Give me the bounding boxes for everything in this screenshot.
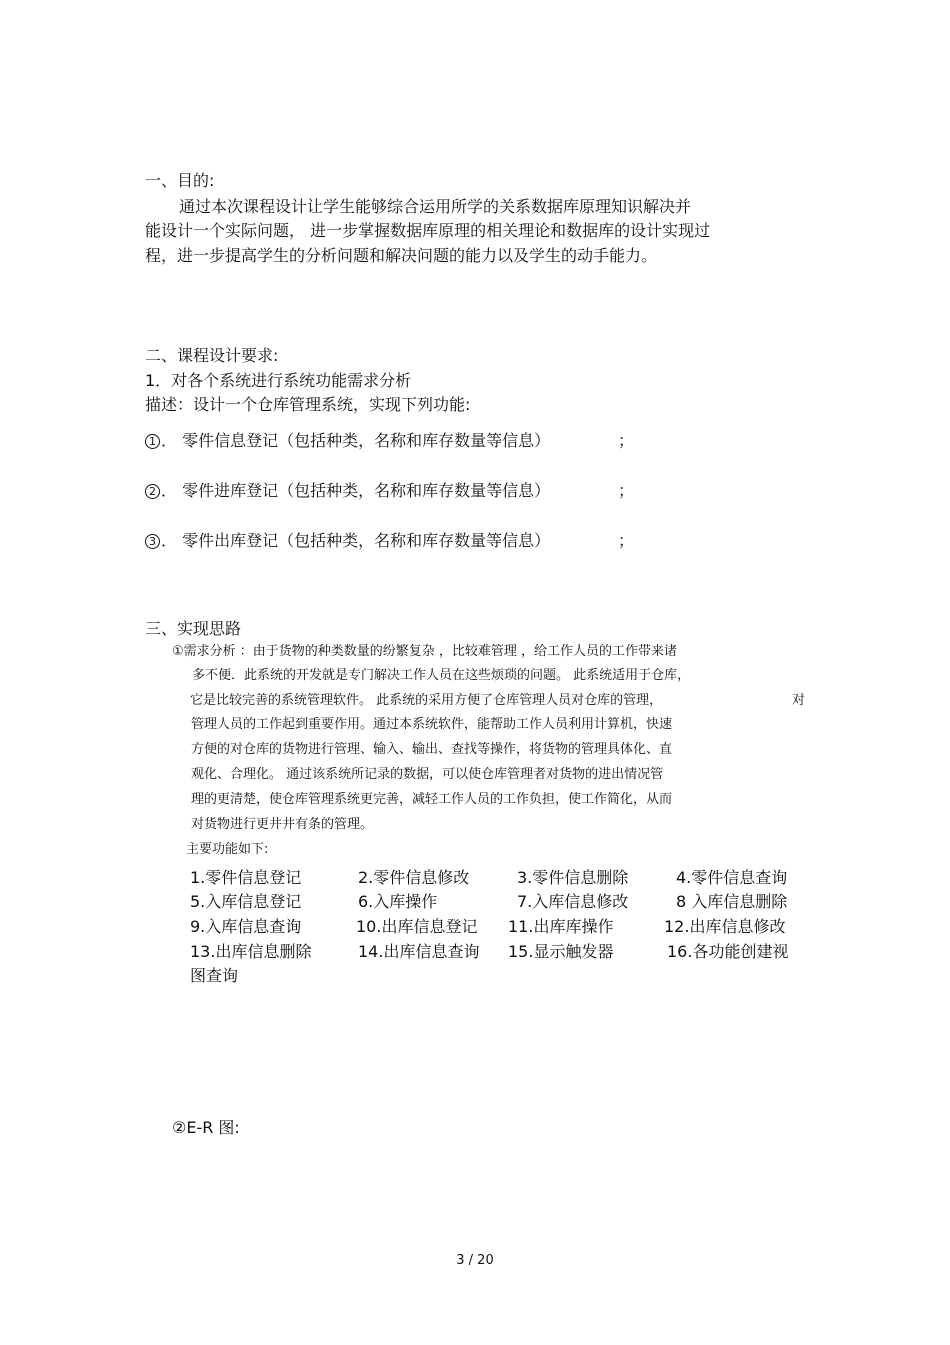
analysis-marker: ① xyxy=(172,644,184,659)
circled-number: 1 xyxy=(145,434,160,449)
feature-item-3 xyxy=(145,530,550,552)
feature-end: ； xyxy=(618,431,635,450)
function-item: 16.各功能创建视 xyxy=(667,942,789,961)
function-item-tail: 图查询 xyxy=(190,966,239,985)
function-item: 1.零件信息登记 xyxy=(190,868,302,887)
function-item: 7.入库信息修改 xyxy=(517,892,629,911)
section2-description: 描述：设计一个仓库管理系统，实现下列功能: xyxy=(145,395,471,414)
er-label: E-R 图: xyxy=(186,1118,240,1137)
analysis-trailing: 对 xyxy=(792,693,806,708)
analysis-line-8: 对货物进行更井井有条的管理。 xyxy=(191,817,374,832)
function-item: 12.出库信息修改 xyxy=(664,917,786,936)
function-item: 8 入库信息删除 xyxy=(676,892,788,911)
section3-heading: 三、实现思路 xyxy=(145,619,242,638)
section1-heading: 一、目的: xyxy=(145,171,215,190)
section2-heading: 二、课程设计要求: xyxy=(145,346,279,365)
analysis-text: 需求分析 ：由于货物的种类数量的纷繁复杂 ，比较难管理 ，给工作人员的工作带来诸 xyxy=(183,644,678,659)
feature-end: ； xyxy=(618,481,635,500)
feature-item-1 xyxy=(145,430,550,452)
function-item: 14.出库信息查询 xyxy=(358,942,480,961)
analysis-line-4: 管理人员的工作起到重要作用。通过本系统软件，能帮助工作人员利用计算机，快速 xyxy=(191,717,673,732)
function-item: 4.零件信息查询 xyxy=(676,868,788,887)
function-item: 9.入库信息查询 xyxy=(190,917,302,936)
main-functions-label: 主要功能如下: xyxy=(186,842,269,857)
analysis-line-5: 方便的对仓库的货物进行管理、输入、输出、查找等操作，将货物的管理具体化、直 xyxy=(191,742,673,757)
section1-line-3: 程，进一步提高学生的分析问题和解决问题的能力以及学生的动手能力。 xyxy=(145,246,658,265)
analysis-line-6: 观化、合理化。 通过该系统所记录的数据，可以使仓库管理者对货物的进出情况管 xyxy=(191,767,664,782)
feature-end: ； xyxy=(618,531,635,550)
analysis-line-2: 多不便．此系统的开发就是专门解决工作人员在这些烦琐的问题。 此系统适用于仓库， xyxy=(192,668,691,683)
function-item: 2.零件信息修改 xyxy=(358,868,470,887)
function-item: 11.出库库操作 xyxy=(508,917,614,936)
section2-item1: 1．对各个系统进行系统功能需求分析 xyxy=(145,371,412,390)
section1-line-2: 能设计一个实际问题， 进一步掌握数据库原理的相关理论和数据库的设计实现过 xyxy=(145,221,711,240)
feature-text: ． 零件信息登记（包括种类，名称和库存数量等信息） xyxy=(161,431,551,450)
section1-line-1: 通过本次课程设计让学生能够综合运用所学的关系数据库原理知识解决并 xyxy=(179,197,692,216)
function-item: 6.入库操作 xyxy=(358,892,438,911)
analysis-line-7: 理的更清楚，使仓库管理系统更完善，减轻工作人员的工作负担，使工作简化，从而 xyxy=(191,792,673,807)
function-item: 15.显示触发器 xyxy=(508,942,614,961)
feature-text: ． 零件进库登记（包括种类，名称和库存数量等信息） xyxy=(161,481,551,500)
function-item: 5.入库信息登记 xyxy=(190,892,302,911)
function-item: 13.出库信息删除 xyxy=(190,942,312,961)
feature-item-2 xyxy=(145,480,550,502)
analysis-line-3: 它是比较完善的系统管理软件。 此系统的采用方便了仓库管理人员对仓库的管理， xyxy=(190,693,663,708)
function-item: 10.出库信息登记 xyxy=(356,917,478,936)
circled-number: 2 xyxy=(145,484,160,499)
er-marker: ② xyxy=(172,1118,187,1137)
function-item: 3.零件信息删除 xyxy=(517,868,629,887)
circled-number: 3 xyxy=(145,534,160,549)
feature-text: ． 零件出库登记（包括种类，名称和库存数量等信息） xyxy=(161,531,551,550)
er-heading xyxy=(172,1117,240,1139)
page-number: 3 / 20 xyxy=(456,1253,494,1268)
analysis-line-1 xyxy=(172,642,677,662)
